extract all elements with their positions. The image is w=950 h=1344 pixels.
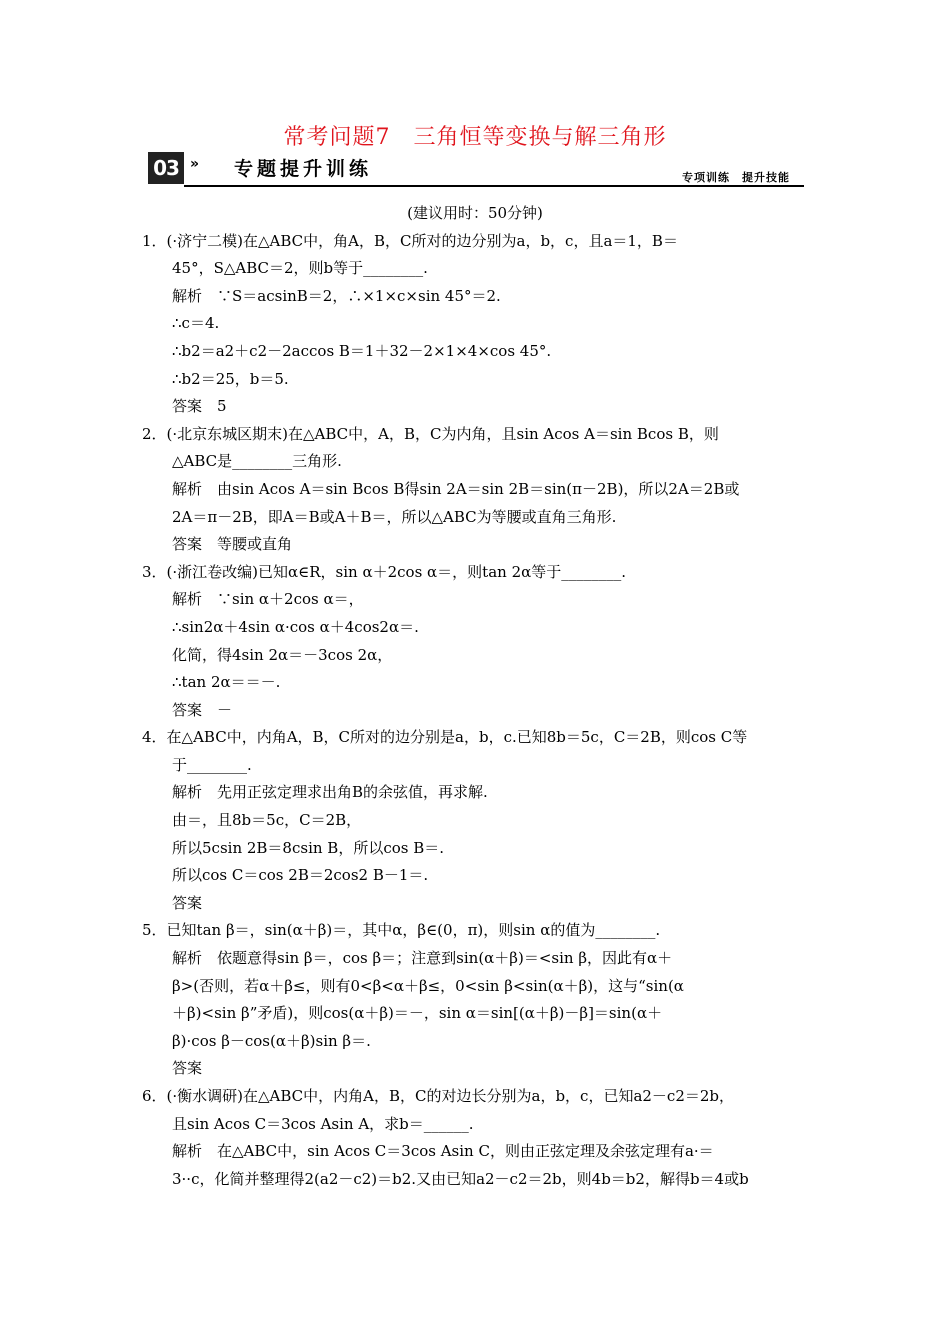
answer-line: 答案 5	[172, 397, 227, 416]
solution-line: ∴b2＝a2＋c2－2accos B＝1＋32－2×1×4×cos 45°.	[172, 341, 552, 360]
solution-line: 所以5csin 2B＝8csin B，所以cos B＝.	[172, 838, 445, 857]
solution-line: 2A＝π－2B，即A＝B或A＋B＝，所以△ABC为等腰或直角三角形.	[172, 507, 617, 526]
question-3-line: 3．(·浙江卷改编)已知α∈R，sin α＋2cos α＝，则tan 2α等于________.	[142, 562, 627, 581]
question-2-line: △ABC是________三角形.	[172, 452, 342, 471]
time-note: (建议用时：50分钟)	[407, 204, 543, 222]
solution-line: 解析 依题意得sin β＝，cos β＝；注意到sin(α＋β)＝<sin β，因此有α＋	[172, 949, 673, 968]
question-4-line: 于________.	[172, 755, 252, 774]
solution-line: 解析 ∵S＝acsinB＝2，∴×1×c×sin 45°＝2.	[172, 286, 501, 305]
solution-line: ∴c＝4.	[172, 314, 220, 333]
question-2-line: 2．(·北京东城区期末)在△ABC中，A，B，C为内角，且sin Acos A＝sin Bcos B，则	[142, 424, 719, 443]
banner-underline	[184, 185, 804, 187]
answer-line: 答案	[172, 893, 203, 912]
section-tagline: 专项训练 提升技能	[682, 171, 790, 184]
solution-line: 解析 在△ABC中，sin Acos C＝3cos Asin C，则由正弦定理及余弦定理有a·＝	[172, 1142, 714, 1161]
solution-line: 所以cos C＝cos 2B＝2cos2 B－1＝.	[172, 866, 429, 885]
question-4-line: 4．在△ABC中，内角A，B，C所对的边分别是a，b，c.已知8b＝5c，C＝2B，则cos C等	[142, 728, 748, 747]
answer-line: 答案 等腰或直角	[172, 535, 293, 554]
question-5-line: 5．已知tan β＝，sin(α＋β)＝，其中α，β∈(0，π)，则sin α的值为________.	[142, 921, 661, 940]
question-1-line: 45°，S△ABC＝2，则b等于________.	[172, 259, 428, 278]
question-1-line: 1．(·济宁二模)在△ABC中，角A，B，C所对的边分别为a，b，c，且a＝1，B＝	[142, 231, 678, 250]
solution-line: ＋β)<sin β”矛盾)，则cos(α＋β)＝－，sin α＝sin[(α＋β)－β]＝sin(α＋	[172, 1004, 663, 1023]
solution-line: 解析 ∵sin α＋2cos α＝，	[172, 590, 364, 609]
chevron-right-icon: »	[190, 156, 200, 172]
solution-line: β)·cos β－cos(α＋β)sin β＝.	[172, 1031, 371, 1050]
solution-line: 化简，得4sin 2α＝－3cos 2α，	[172, 645, 393, 664]
solution-line: ∴sin2α＋4sin α·cos α＋4cos2α＝.	[172, 617, 419, 636]
solution-line: 解析 先用正弦定理求出角B的余弦值，再求解.	[172, 783, 488, 802]
section-number: 03	[148, 152, 184, 184]
solution-line: 由＝，且8b＝5c，C＝2B，	[172, 811, 362, 830]
document-body	[142, 200, 808, 1193]
section-banner	[148, 152, 804, 188]
answer-line: 答案	[172, 1059, 203, 1078]
solution-line: ∴b2＝25，b＝5.	[172, 369, 289, 388]
solution-line: β>(否则，若α＋β≤，则有0<β<α＋β≤，0<sin β<sin(α＋β)，这与“sin(α	[172, 976, 684, 995]
question-6-line: 6．(·衡水调研)在△ABC中，内角A，B，C的对边长分别为a，b，c，已知a2－c2＝2b，	[142, 1087, 735, 1105]
solution-line: ∴tan 2α＝＝－.	[172, 673, 281, 692]
solution-line: 解析 由sin Acos A＝sin Bcos B得sin 2A＝sin 2B＝sin(π－2B)，所以2A＝2B或	[172, 479, 740, 498]
question-6-line: 且sin Acos C＝3cos Asin A，求b＝______.	[172, 1114, 474, 1133]
section-title: 专题提升训练	[234, 158, 373, 180]
solution-line: 3··c，化简并整理得2(a2－c2)＝b2.又由已知a2－c2＝2b，则4b＝b2，解得b＝4或b	[172, 1169, 749, 1188]
answer-line: 答案 －	[172, 700, 233, 719]
page-title: 常考问题7 三角恒等变换与解三角形	[283, 125, 667, 150]
